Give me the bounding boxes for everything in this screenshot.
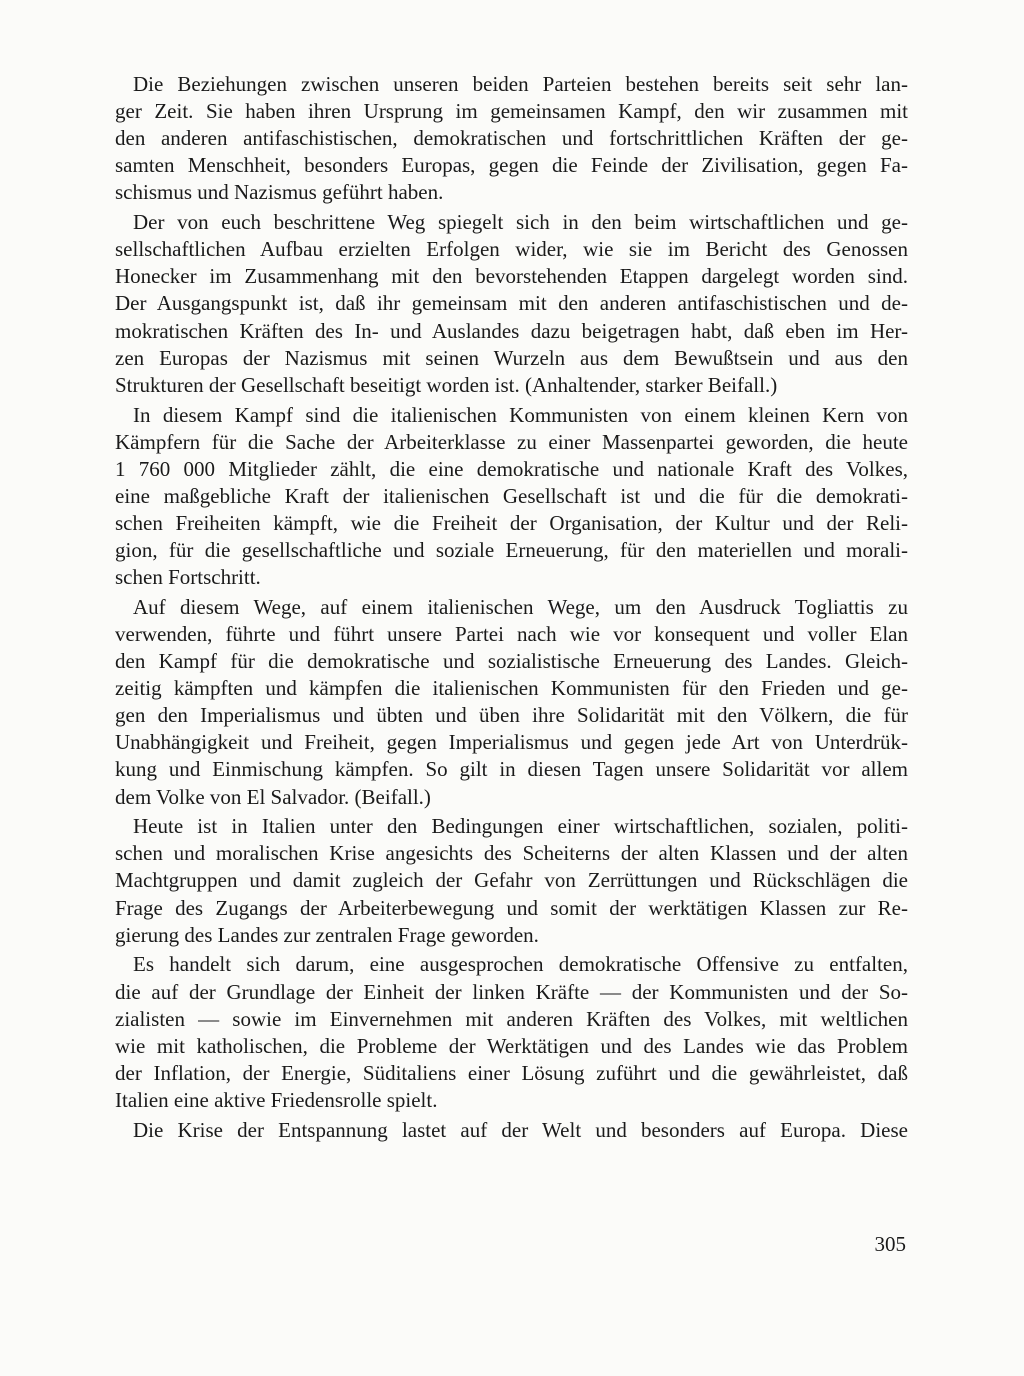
text-line: Honecker im Zusammenhang mit den bevorstehenden Etappen dargelegt worden sind. xyxy=(115,264,908,289)
text-line: Kämpfern für die Sache der Arbeiterklasse zu einer Massenpartei geworden, die heute xyxy=(115,429,908,454)
text-line: gierung des Landes zur zentralen Frage geworden. xyxy=(115,922,539,947)
page-number: 305 xyxy=(874,1232,906,1256)
text-line: 1 760 000 Mitglieder zählt, die eine demokratische und nationale Kraft des Volkes, xyxy=(115,456,908,481)
text-line: ger Zeit. Sie haben ihren Ursprung im gemeinsamen Kampf, den wir zusammen mit xyxy=(115,99,908,124)
text-line: die auf der Grundlage der Einheit der linken Kräfte — der Kommunisten und der So- xyxy=(115,979,908,1004)
paragraph xyxy=(115,1117,908,1144)
text-line: kung und Einmischung kämpfen. So gilt in diesen Tagen unsere Solidarität vor allem xyxy=(115,757,908,782)
text-line: Frage des Zugangs der Arbeiterbewegung und somit der werktätigen Klassen zur Re- xyxy=(115,895,908,920)
paragraph xyxy=(115,594,908,811)
text-line: Machtgruppen und damit zugleich der Gefahr von Zerrüttungen und Rückschlägen die xyxy=(115,868,908,893)
text-line: gen den Imperialismus und übten und üben ihre Solidarität mit den Völkern, die für xyxy=(115,703,908,728)
text-line: Strukturen der Gesellschaft beseitigt worden ist. (Anhaltender, starker Beifall.) xyxy=(115,372,778,397)
paragraph xyxy=(115,71,908,206)
text-line: sellschaftlichen Aufbau erzielten Erfolgen wider, wie sie im Bericht des Genossen xyxy=(115,237,908,262)
text-line: der Inflation, der Energie, Süditaliens einer Lösung zuführt und die gewährleistet, daß xyxy=(115,1060,908,1085)
paragraph xyxy=(115,813,908,948)
text-line: zeitig kämpften und kämpfen die italienischen Kommunisten für den Frieden und ge- xyxy=(115,676,908,701)
text-line: samten Menschheit, besonders Europas, gegen die Feinde der Zivilisation, gegen Fa- xyxy=(115,153,908,178)
text-line: gion, für die gesellschaftliche und soziale Erneuerung, für den materiellen und morali- xyxy=(115,537,908,562)
paragraph xyxy=(115,209,908,399)
text-line: zialisten — sowie im Einvernehmen mit anderen Kräften des Volkes, mit weltlichen xyxy=(115,1006,908,1031)
text-line: zen Europas der Nazismus mit seinen Wurzeln aus dem Bewußtsein und aus den xyxy=(115,345,908,370)
text-line: Die Beziehungen zwischen unseren beiden Parteien bestehen bereits seit sehr lan- xyxy=(133,72,908,96)
text-line: den anderen antifaschistischen, demokratischen und fortschrittlichen Kräften der ge- xyxy=(115,126,908,151)
text-line: In diesem Kampf sind die italienischen Kommunisten von einem kleinen Kern von xyxy=(133,402,908,427)
text-line: Die Krise der Entspannung lastet auf der Welt und besonders auf Europa. Diese xyxy=(133,1117,908,1142)
text-line: schen Freiheiten kämpft, wie die Freiheit der Organisation, der Kultur und der Reli- xyxy=(115,510,908,535)
text-line: den Kampf für die demokratische und sozialistische Erneuerung des Landes. Gleich- xyxy=(115,649,908,674)
text-line: schen und moralischen Krise angesichts des Scheiterns der alten Klassen und der alten xyxy=(115,841,908,866)
text-line: mokratischen Kräften des In- und Auslandes dazu beigetragen habt, daß eben im Her- xyxy=(115,318,908,343)
text-line: Italien eine aktive Friedensrolle spielt. xyxy=(115,1087,438,1112)
text-line: Der von euch beschrittene Weg spiegelt sich in den beim wirtschaftlichen und ge- xyxy=(133,210,908,235)
text-line: dem Volke von El Salvador. (Beifall.) xyxy=(115,784,431,809)
text-line: Der Ausgangspunkt ist, daß ihr gemeinsam mit den anderen antifaschistischen und de- xyxy=(115,291,908,316)
body-text xyxy=(115,71,908,1146)
text-line: schen Fortschritt. xyxy=(115,565,261,590)
text-line: eine maßgebliche Kraft der italienischen Gesellschaft ist und die für die demokrati- xyxy=(115,483,908,508)
text-line: schismus und Nazismus geführt haben. xyxy=(115,180,444,205)
paragraph xyxy=(115,402,908,592)
text-line: Auf diesem Wege, auf einem italienischen Wege, um den Ausdruck Togliattis zu xyxy=(133,594,908,619)
text-line: Unabhängigkeit und Freiheit, gegen Imperialismus und gegen jede Art von Unterdrük- xyxy=(115,730,908,755)
text-line: verwenden, führte und führt unsere Partei nach wie vor konsequent und voller Elan xyxy=(115,621,908,646)
paragraph xyxy=(115,951,908,1114)
text-line: wie mit katholischen, die Probleme der Werktätigen und des Landes wie das Problem xyxy=(115,1033,908,1058)
text-line: Heute ist in Italien unter den Bedingungen einer wirtschaftlichen, sozialen, politi- xyxy=(133,814,908,839)
text-line: Es handelt sich darum, eine ausgesprochen demokratische Offensive zu entfalten, xyxy=(133,952,908,977)
